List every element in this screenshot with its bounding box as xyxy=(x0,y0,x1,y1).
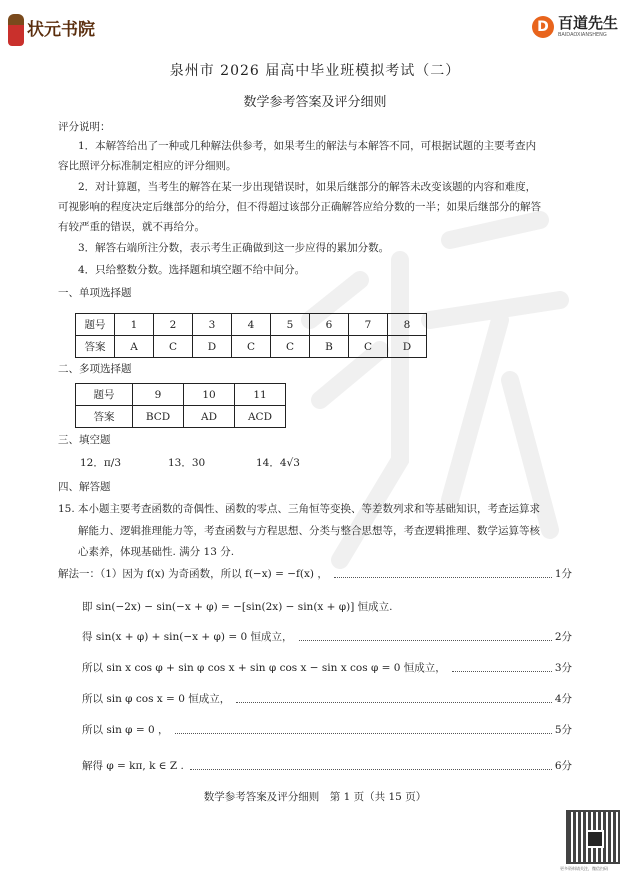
table-cell: BCD xyxy=(133,406,184,428)
table-cell: 7 xyxy=(349,314,388,336)
dot-leader xyxy=(452,671,552,672)
table-cell: 答案 xyxy=(76,406,133,428)
table-cell: C xyxy=(154,336,193,358)
solution-step: 得 sin(x + φ) + sin(−x + φ) = 0 恒成立， xyxy=(82,631,293,643)
table-cell: B xyxy=(310,336,349,358)
dot-leader xyxy=(334,577,552,578)
table-cell: 1 xyxy=(115,314,154,336)
table-row xyxy=(76,384,286,406)
dot-leader xyxy=(236,702,552,703)
table-cell: 3 xyxy=(193,314,232,336)
step-score: 3分 xyxy=(554,662,572,674)
table-cell: A xyxy=(115,336,154,358)
step-score: 1分 xyxy=(554,568,572,580)
solution-step-row xyxy=(82,661,572,675)
note-line: 4．只给整数分数。选择题和填空题不给中间分。 xyxy=(78,264,306,276)
solution-step-row xyxy=(82,759,572,773)
solution-step-row xyxy=(82,600,572,614)
section1-heading: 一、单项选择题 xyxy=(58,287,132,299)
page-title: 泉州市 2026 届高中毕业班模拟考试（二） xyxy=(169,63,461,79)
table-row xyxy=(76,314,427,336)
dot-leader xyxy=(299,640,552,641)
zhuangyuan-logo: 状元书院 xyxy=(8,14,95,46)
page-footer: 数学参考答案及评分细则 第 1 页（共 15 页） xyxy=(203,791,427,803)
note-line: 2．对计算题，当考生的解答在某一步出现错误时，如果后继部分的解答未改变该题的内容和难度， xyxy=(78,181,537,193)
table-cell: 8 xyxy=(388,314,427,336)
table-cell: 6 xyxy=(310,314,349,336)
solution-step: 所以 sin φ = 0 ， xyxy=(82,724,169,736)
step-score: 5分 xyxy=(554,724,572,736)
dot-leader xyxy=(190,769,552,770)
step-score: 2分 xyxy=(554,631,572,643)
solution-step: 解得 φ = kπ, k ∈ Z . xyxy=(82,760,184,772)
step-score: 6分 xyxy=(554,760,572,772)
page-subtitle: 数学参考答案及评分细则 xyxy=(243,95,387,110)
table-cell: 答案 xyxy=(76,336,115,358)
dot-leader xyxy=(175,733,552,734)
solution-step: 解法一：（1）因为 f(x) 为奇函数，所以 f(−x) = −f(x) ， xyxy=(58,568,328,580)
step-score: 4分 xyxy=(554,693,572,705)
qr-caption: 更多资料请关注，微信扫码 xyxy=(560,866,608,871)
table-cell: C xyxy=(271,336,310,358)
table-row xyxy=(76,336,427,358)
table-cell: 5 xyxy=(271,314,310,336)
q15-intro: 解能力、逻辑推理能力等，考查函数与方程思想、分类与整合思想等，考查逻辑推理、数学运算等核 xyxy=(78,525,540,537)
solution-step: 即 sin(−2x) − sin(−x + φ) = −[sin(2x) − sin(x + φ)] 恒成立. xyxy=(82,601,393,613)
note-line: 有较严重的错误，就不再给分。 xyxy=(58,221,205,233)
table-cell: AD xyxy=(184,406,235,428)
fill-answer-12: 12．π/3 xyxy=(80,457,121,469)
baidao-logo: D 百道先生 BAIDAOXIANSHENG xyxy=(532,14,618,39)
fill-answers xyxy=(80,456,344,470)
solution-step-row xyxy=(82,630,572,644)
table-cell: D xyxy=(388,336,427,358)
table-row xyxy=(76,406,286,428)
solution-step-row xyxy=(58,567,572,581)
multi-choice-table xyxy=(75,383,286,428)
q15-intro: 15. 本小题主要考查函数的奇偶性、函数的零点、三角恒等变换、等差数列求和等基础知识，考查运算求 xyxy=(58,503,541,515)
fill-answer-13: 13．30 xyxy=(168,457,206,469)
table-cell: C xyxy=(349,336,388,358)
note-line: 3．解答右端所注分数，表示考生正确做到这一步应得的累加分数。 xyxy=(78,242,390,254)
solution-step-row xyxy=(82,692,572,706)
table-cell: 4 xyxy=(232,314,271,336)
notes-heading: 评分说明： xyxy=(58,121,111,133)
table-cell: D xyxy=(193,336,232,358)
table-cell: 10 xyxy=(184,384,235,406)
qr-code xyxy=(566,810,620,864)
table-cell: 2 xyxy=(154,314,193,336)
table-cell: 题号 xyxy=(76,314,115,336)
note-line: 1．本解答给出了一种或几种解法供参考，如果考生的解法与本解答不同，可根据试题的主要考查内 xyxy=(78,140,537,152)
single-choice-table xyxy=(75,313,427,358)
fill-answer-14: 14．4√3 xyxy=(256,457,300,469)
note-line: 容比照评分标准制定相应的评分细则。 xyxy=(58,160,237,172)
table-cell: C xyxy=(232,336,271,358)
q15-intro: 心素养，体现基础性. 满分 13 分. xyxy=(78,546,235,558)
solution-step: 所以 sin φ cos x = 0 恒成立， xyxy=(82,693,231,705)
table-cell: 题号 xyxy=(76,384,133,406)
solution-step: 所以 sin x cos φ + sin φ cos x + sin φ cos x − sin x cos φ = 0 恒成立， xyxy=(82,662,446,674)
solution-step-row xyxy=(82,723,572,737)
note-line: 可视影响的程度决定后继部分的给分，但不得超过该部分正确解答应给分数的一半；如果后继部分的解答 xyxy=(58,201,541,213)
table-cell: 9 xyxy=(133,384,184,406)
table-cell: ACD xyxy=(235,406,286,428)
section3-heading: 三、填空题 xyxy=(58,434,111,446)
section2-heading: 二、多项选择题 xyxy=(58,363,132,375)
table-cell: 11 xyxy=(235,384,286,406)
section4-heading: 四、解答题 xyxy=(58,481,111,493)
